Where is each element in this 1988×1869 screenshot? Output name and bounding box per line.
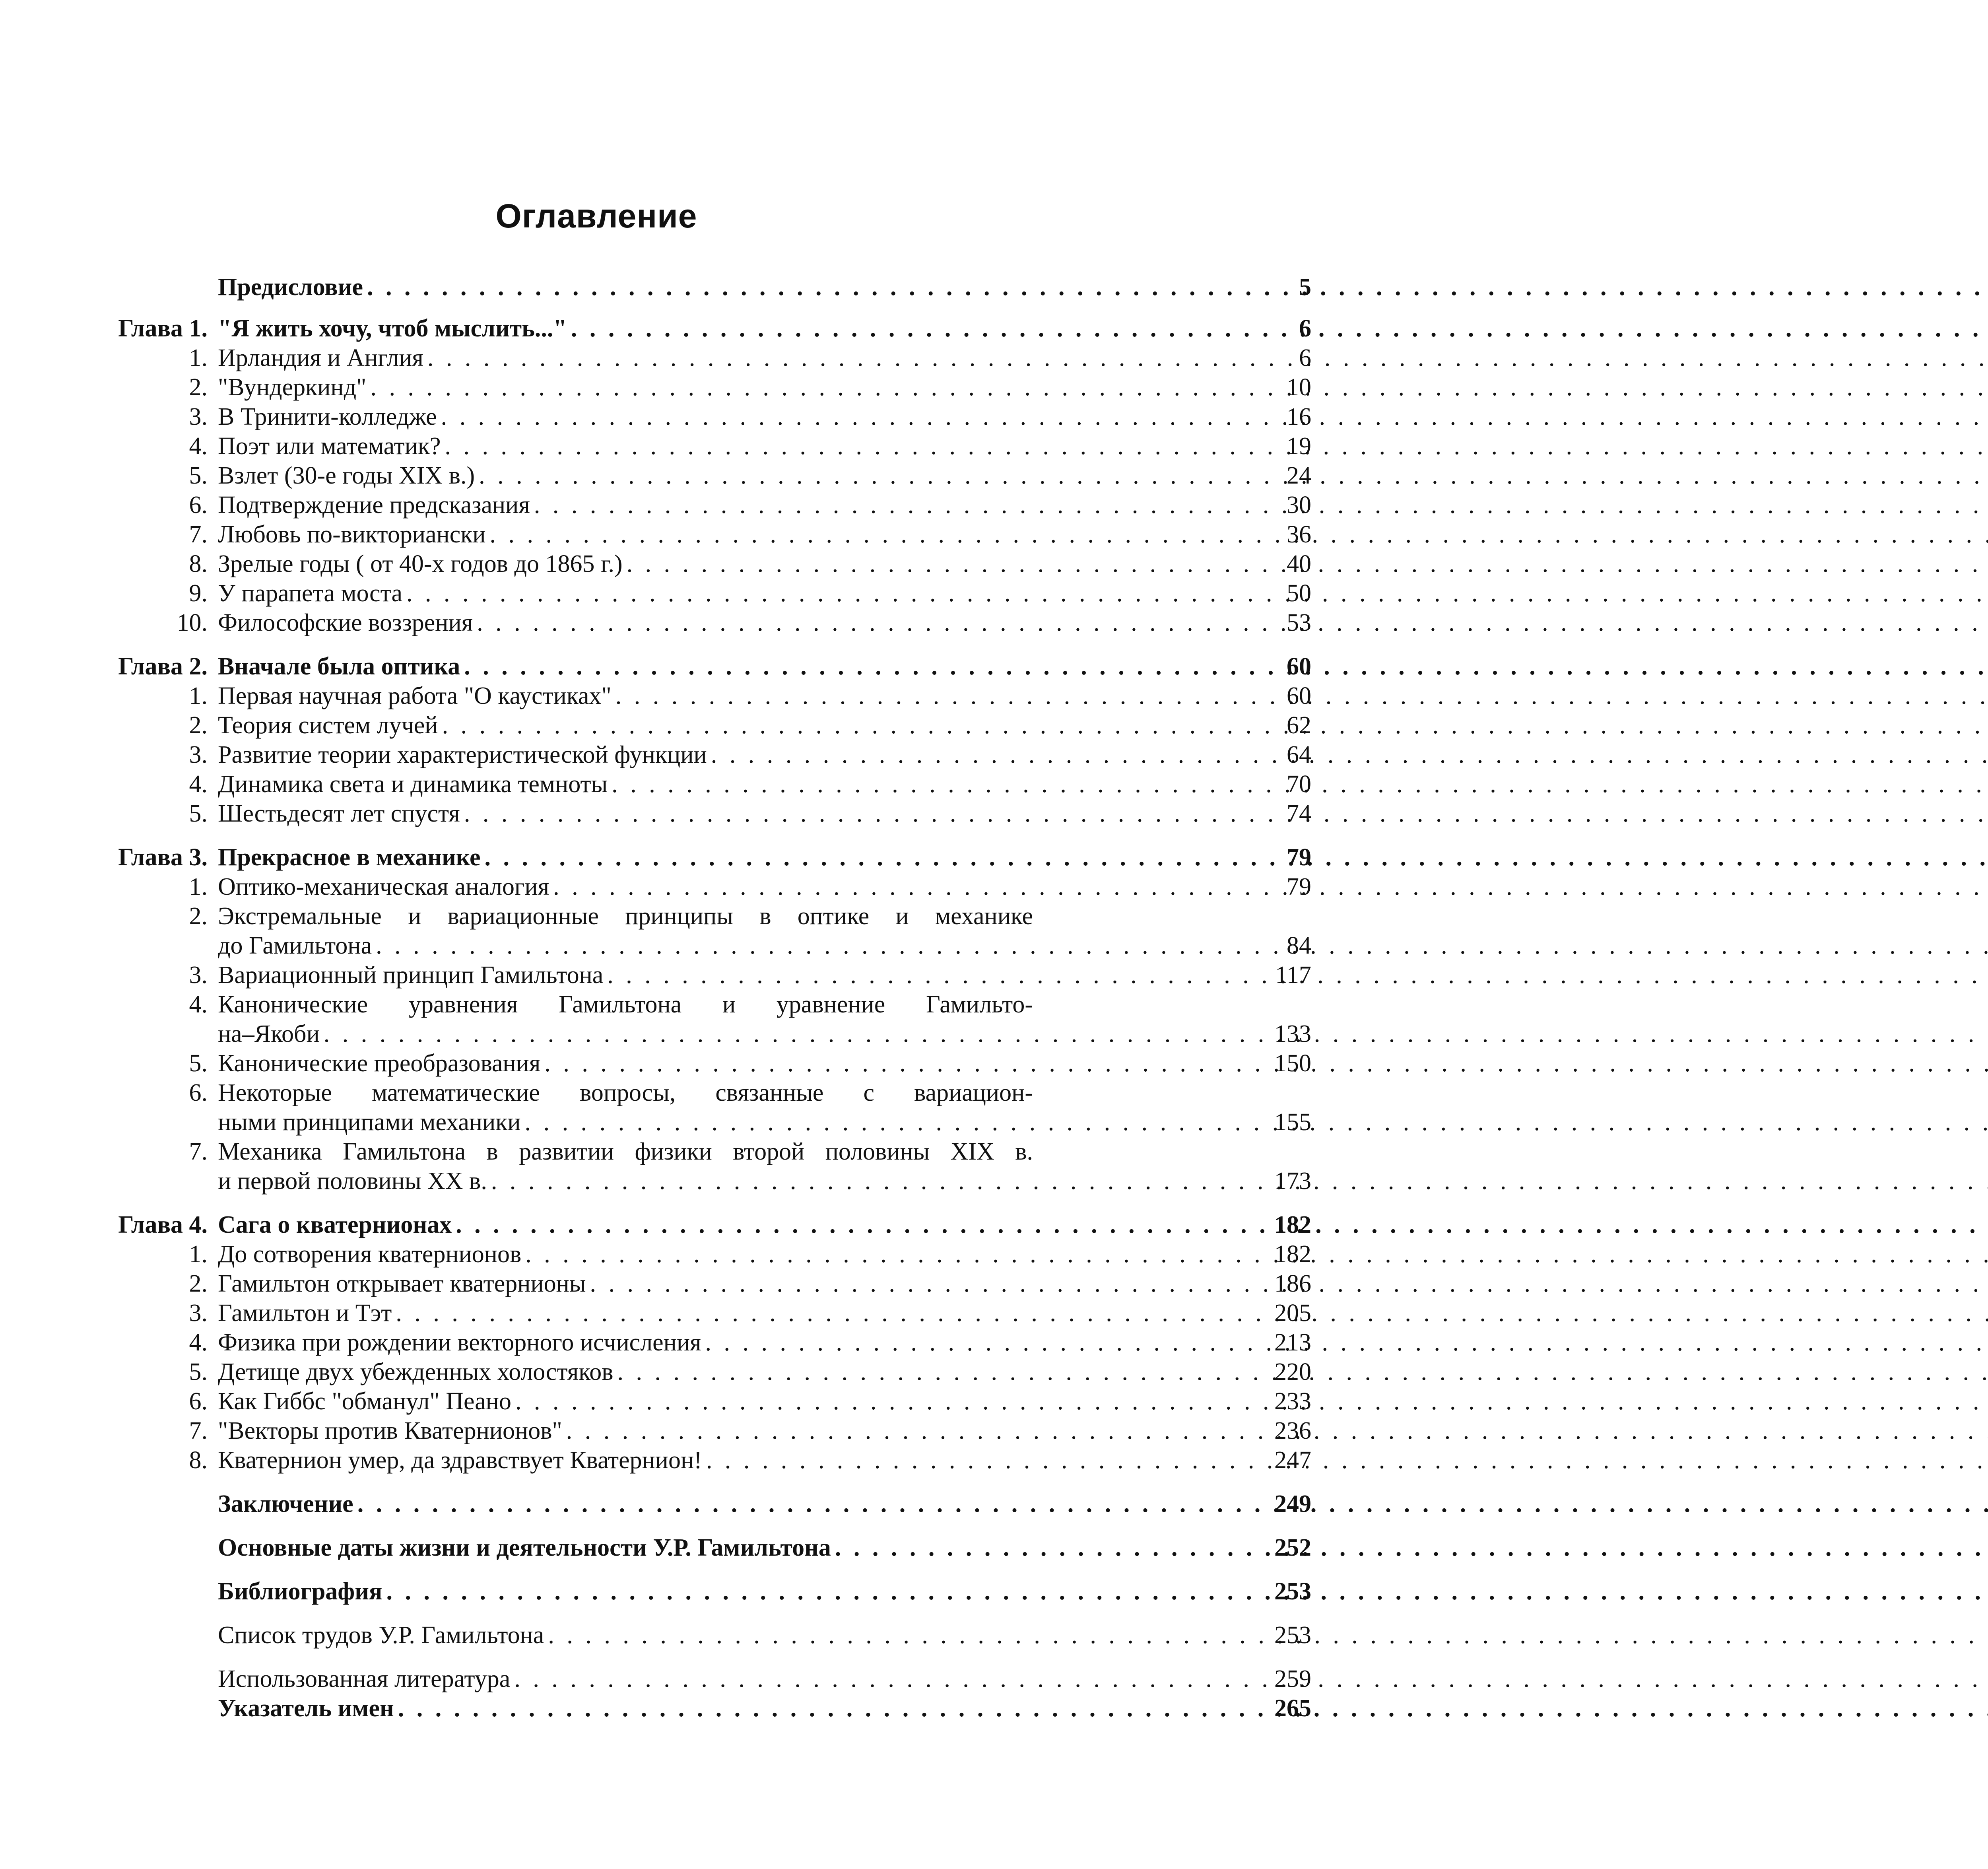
entry-body (218, 608, 1311, 637)
entry-line (218, 1694, 1033, 1723)
entry-line (218, 1328, 1033, 1357)
entry-label: 8. (189, 1447, 208, 1474)
page-number: 133 (1274, 1020, 1311, 1047)
section-entry (0, 608, 1311, 637)
entry-line (218, 711, 1033, 740)
section-entry (0, 431, 1311, 461)
leader-dots (442, 711, 1988, 740)
leader-dots (456, 1210, 1988, 1240)
entry-text: на–Якоби (218, 1020, 320, 1047)
entry-label: 1. (189, 682, 208, 709)
entry-text: Заключение (218, 1490, 353, 1517)
entry-body (218, 1078, 1311, 1137)
leader-dots (479, 461, 1988, 490)
page-number: 62 (1287, 712, 1311, 739)
section-entry (0, 1298, 1311, 1328)
entry-text: "Я жить хочу, чтоб мыслить..." (218, 315, 567, 342)
section-entry (0, 579, 1311, 608)
page-number: 186 (1274, 1270, 1311, 1297)
leader-dots (370, 373, 1988, 402)
entry-text: "Векторы против Кватернионов" (218, 1417, 562, 1444)
entry-label: 3. (189, 741, 208, 768)
entry-line (218, 1533, 1033, 1562)
entry-line (218, 1210, 1033, 1240)
section-entry (0, 1137, 1311, 1196)
entry-body (218, 1298, 1311, 1328)
entry-text-line: Механика Гамильтона в развитии физики второй половины XIX в. (218, 1138, 1033, 1165)
page-number: 182 (1274, 1241, 1311, 1268)
chapter-entry (0, 843, 1311, 872)
page-number: 233 (1274, 1388, 1311, 1415)
entry-label: 4. (189, 771, 208, 798)
leader-dots (491, 1166, 1988, 1196)
entry-body (218, 272, 1311, 302)
entry-text: и первой половины XX в. (218, 1168, 487, 1195)
entry-label: 10. (177, 609, 208, 636)
section-entry (0, 549, 1311, 579)
entry-label: Глава 2. (118, 653, 208, 680)
entry-line (218, 1240, 1033, 1269)
entry-body (218, 579, 1311, 608)
entry-label: 6. (189, 1388, 208, 1415)
entry-text: ными принципами механики (218, 1109, 521, 1136)
entry-label: 3. (189, 1300, 208, 1327)
page-number: 6 (1299, 315, 1311, 342)
entry-label: 6. (189, 1079, 208, 1106)
entry-line (218, 1269, 1033, 1298)
back-entry (0, 1664, 1311, 1694)
entry-label: 4. (189, 433, 208, 460)
leader-dots (711, 740, 1988, 769)
entry-text: Философские воззрения (218, 609, 473, 636)
entry-text: Использованная литература (218, 1665, 511, 1692)
entry-body (218, 1416, 1311, 1445)
entry-text: У парапета моста (218, 580, 403, 607)
page-number: 249 (1274, 1490, 1311, 1517)
page-number: 182 (1274, 1211, 1311, 1238)
page-number: 236 (1274, 1417, 1311, 1444)
entry-text: Основные даты жизни и деятельности У.Р. Гамильтона (218, 1534, 831, 1561)
entry-label: 5. (189, 1358, 208, 1385)
page-number: 24 (1287, 462, 1311, 489)
page-number: 205 (1274, 1300, 1311, 1327)
entry-label: 7. (189, 1138, 208, 1165)
entry-label: 4. (189, 1329, 208, 1356)
section-entry (0, 461, 1311, 490)
section-entry (0, 960, 1311, 990)
entry-label: 2. (189, 712, 208, 739)
leader-dots (835, 1533, 1988, 1562)
section-entry (0, 769, 1311, 799)
entry-line (218, 579, 1033, 608)
entry-text: до Гамильтона (218, 932, 372, 959)
section-entry (0, 1049, 1311, 1078)
page-number: 117 (1275, 962, 1311, 989)
entry-body (218, 314, 1311, 343)
section-entry (0, 1357, 1311, 1387)
leader-dots (706, 1445, 1988, 1475)
entry-label: 5. (189, 800, 208, 827)
entry-label: 5. (189, 462, 208, 489)
entry-label: 2. (189, 374, 208, 401)
leader-dots (427, 343, 1988, 373)
entry-label: 2. (189, 1270, 208, 1297)
page-number: 64 (1287, 741, 1311, 768)
entry-line (218, 1166, 1033, 1196)
entry-body (218, 872, 1311, 901)
entry-text: До сотворения кватернионов (218, 1241, 522, 1268)
page-number: 50 (1287, 580, 1311, 607)
section-entry (0, 402, 1311, 431)
entry-line (218, 769, 1033, 799)
entry-label: 1. (189, 873, 208, 900)
entry-body (218, 990, 1311, 1049)
page-number: 10 (1287, 374, 1311, 401)
entry-line (218, 1620, 1033, 1650)
leader-dots (705, 1328, 1988, 1357)
entry-text: Канонические преобразования (218, 1050, 541, 1077)
entry-line (218, 1489, 1033, 1519)
entry-line (218, 490, 1033, 520)
page-number: 6 (1299, 344, 1311, 371)
leader-dots (398, 1694, 1988, 1723)
page-number: 19 (1287, 433, 1311, 460)
entry-text: Теория систем лучей (218, 712, 438, 739)
page-number: 30 (1287, 492, 1311, 519)
entry-text: Как Гиббс "обманул" Пеано (218, 1388, 511, 1415)
entry-body (218, 769, 1311, 799)
page-number: 247 (1274, 1447, 1311, 1474)
entry-label: 2. (189, 903, 208, 930)
leader-dots (445, 431, 1988, 461)
entry-body (218, 1210, 1311, 1240)
entry-label: 6. (189, 492, 208, 519)
entry-text: Гамильтон открывает кватернионы (218, 1270, 586, 1297)
page-number: 253 (1274, 1622, 1311, 1649)
entry-label: Глава 3. (118, 844, 208, 871)
section-entry (0, 343, 1311, 373)
section-entry (0, 1445, 1311, 1475)
chapter-entry (0, 652, 1311, 681)
entry-body (218, 1694, 1311, 1723)
leader-dots (514, 1664, 1988, 1694)
entry-line (218, 314, 1033, 343)
entry-line (218, 1664, 1033, 1694)
entry-line (218, 843, 1033, 872)
page-number: 40 (1287, 550, 1311, 577)
page-number: 60 (1287, 682, 1311, 709)
entry-text-line: Канонические уравнения Гамильтона и уравнение Гамильто- (218, 991, 1033, 1018)
entry-text: Физика при рождении векторного исчисления (218, 1329, 701, 1356)
entry-text: Вначале была оптика (218, 653, 460, 680)
entry-body (218, 652, 1311, 681)
back-entry (0, 1533, 1311, 1562)
entry-text: Поэт или математик? (218, 433, 441, 460)
entry-text: Вариационный принцип Гамильтона (218, 962, 604, 989)
entry-text: Сага о кватернионах (218, 1211, 452, 1238)
table-of-contents (0, 272, 1311, 1723)
entry-text: Библиография (218, 1578, 382, 1605)
entry-line (218, 1416, 1033, 1445)
page-title: Оглавление (495, 197, 697, 235)
entry-line (218, 740, 1033, 769)
page-number: 70 (1287, 771, 1311, 798)
page-number: 173 (1274, 1168, 1311, 1195)
leader-dots (441, 402, 1988, 431)
section-entry (0, 901, 1311, 960)
entry-line (218, 520, 1033, 549)
entry-body (218, 1387, 1311, 1416)
leader-dots (406, 579, 1988, 608)
entry-body (218, 490, 1311, 520)
section-entry (0, 1328, 1311, 1357)
entry-line (218, 931, 1033, 960)
back-entry (0, 1694, 1311, 1723)
section-entry (0, 1240, 1311, 1269)
chapter-entry (0, 1210, 1311, 1240)
entry-body (218, 343, 1311, 373)
front-entry (0, 272, 1311, 302)
page-number: 265 (1274, 1695, 1311, 1722)
entry-label: 3. (189, 962, 208, 989)
entry-line (218, 402, 1033, 431)
entry-body (218, 960, 1311, 990)
section-entry (0, 990, 1311, 1049)
page-number: 84 (1287, 932, 1311, 959)
page-number: 53 (1287, 609, 1311, 636)
entry-text-line: Некоторые математические вопросы, связанные с вариацион- (218, 1079, 1033, 1106)
page-number: 252 (1274, 1534, 1311, 1561)
entry-line (218, 272, 1033, 302)
entry-line (218, 608, 1033, 637)
entry-text: Подтверждение предсказания (218, 492, 530, 519)
section-entry (0, 1416, 1311, 1445)
entry-body (218, 681, 1311, 711)
entry-line (218, 1445, 1033, 1475)
entry-text: Шестьдесят лет спустя (218, 800, 460, 827)
leader-dots (324, 1019, 1988, 1049)
entry-body (218, 740, 1311, 769)
entry-text: "Вундеркинд" (218, 374, 367, 401)
entry-label: 8. (189, 550, 208, 577)
leader-dots (490, 520, 1988, 549)
entry-text: Гамильтон и Тэт (218, 1300, 392, 1327)
entry-line (218, 1107, 1033, 1137)
entry-body (218, 1533, 1311, 1562)
chapter-entry (0, 314, 1311, 343)
page-number: 253 (1274, 1578, 1311, 1605)
entry-label: 5. (189, 1050, 208, 1077)
leader-dots (464, 652, 1988, 681)
entry-text: Развитие теории характеристической функции (218, 741, 707, 768)
leader-dots (485, 843, 1988, 872)
entry-text: Взлет (30-е годы XIX в.) (218, 462, 475, 489)
entry-label: 7. (189, 521, 208, 548)
entry-body (218, 1664, 1311, 1694)
entry-text: Первая научная работа "О каустиках" (218, 682, 612, 709)
page-number: 74 (1287, 800, 1311, 827)
entry-body (218, 711, 1311, 740)
back-entry (0, 1620, 1311, 1650)
section-entry (0, 1269, 1311, 1298)
page-number: 5 (1299, 274, 1311, 301)
page-number: 16 (1287, 403, 1311, 430)
entry-line (218, 373, 1033, 402)
entry-body (218, 1445, 1311, 1475)
entry-line (218, 343, 1033, 373)
entry-line (218, 1577, 1033, 1606)
entry-body (218, 843, 1311, 872)
entry-text: Прекрасное в механике (218, 844, 481, 871)
entry-body (218, 549, 1311, 579)
entry-line (218, 960, 1033, 990)
entry-body (218, 1620, 1311, 1650)
entry-body (218, 1489, 1311, 1519)
page-number: 150 (1274, 1050, 1311, 1077)
entry-label: Глава 1. (118, 315, 208, 342)
leader-dots (386, 1577, 1988, 1606)
leader-dots (376, 931, 1988, 960)
back-entry (0, 1489, 1311, 1519)
entry-line (218, 1357, 1033, 1387)
entry-text: Любовь по-викториански (218, 521, 486, 548)
leader-dots (477, 608, 1988, 637)
section-entry (0, 490, 1311, 520)
entry-text-line: Экстремальные и вариационные принципы в оптике и механике (218, 903, 1033, 930)
section-entry (0, 373, 1311, 402)
entry-text: Динамика света и динамика темноты (218, 771, 608, 798)
entry-body (218, 1049, 1311, 1078)
entry-text: Предисловие (218, 274, 363, 301)
entry-body (218, 431, 1311, 461)
entry-body (218, 1328, 1311, 1357)
entry-text: Оптико-механическая аналогия (218, 873, 549, 900)
entry-label: Глава 4. (118, 1211, 208, 1238)
entry-label: 4. (189, 991, 208, 1018)
entry-label: 9. (189, 580, 208, 607)
entry-label: 7. (189, 1417, 208, 1444)
entry-line (218, 549, 1033, 579)
entry-line (218, 1298, 1033, 1328)
entry-text: Кватернион умер, да здравствует Кватернион! (218, 1447, 702, 1474)
page-number: 259 (1274, 1665, 1311, 1692)
page-number: 79 (1287, 873, 1311, 900)
entry-line (218, 431, 1033, 461)
section-entry (0, 740, 1311, 769)
entry-body (218, 520, 1311, 549)
section-entry (0, 711, 1311, 740)
entry-line (218, 652, 1033, 681)
entry-label: 1. (189, 1241, 208, 1268)
entry-text: Ирландия и Англия (218, 344, 423, 371)
page-number: 79 (1287, 844, 1311, 871)
page-number: 155 (1274, 1109, 1311, 1136)
entry-body (218, 1357, 1311, 1387)
entry-body (218, 402, 1311, 431)
entry-body (218, 373, 1311, 402)
entry-line (218, 681, 1033, 711)
entry-body (218, 1240, 1311, 1269)
section-entry (0, 520, 1311, 549)
leader-dots (464, 799, 1988, 828)
entry-line (218, 872, 1033, 901)
entry-body (218, 799, 1311, 828)
entry-label: 3. (189, 403, 208, 430)
entry-body (218, 1137, 1311, 1196)
leader-dots (357, 1489, 1988, 1519)
page-number: 60 (1287, 653, 1311, 680)
entry-label: 1. (189, 344, 208, 371)
section-entry (0, 872, 1311, 901)
entry-line (218, 461, 1033, 490)
entry-body (218, 901, 1311, 960)
entry-body (218, 1577, 1311, 1606)
entry-body (218, 1269, 1311, 1298)
entry-text: Указатель имен (218, 1695, 394, 1722)
entry-text: Список трудов У.Р. Гамильтона (218, 1622, 544, 1649)
section-entry (0, 799, 1311, 828)
leader-dots (396, 1298, 1988, 1328)
page-number: 213 (1274, 1329, 1311, 1356)
entry-text: В Тринити-колледже (218, 403, 437, 430)
page-number: 36 (1287, 521, 1311, 548)
entry-text: Зрелые годы ( от 40-х годов до 1865 г.) (218, 550, 623, 577)
entry-text: Детище двух убежденных холостяков (218, 1358, 613, 1385)
page-number: 220 (1274, 1358, 1311, 1385)
section-entry (0, 1078, 1311, 1137)
back-entry (0, 1577, 1311, 1606)
entry-body (218, 461, 1311, 490)
entry-line (218, 1019, 1033, 1049)
entry-line (218, 1387, 1033, 1416)
section-entry (0, 681, 1311, 711)
section-entry (0, 1387, 1311, 1416)
entry-line (218, 1049, 1033, 1078)
leader-dots (367, 272, 1988, 302)
entry-line (218, 799, 1033, 828)
